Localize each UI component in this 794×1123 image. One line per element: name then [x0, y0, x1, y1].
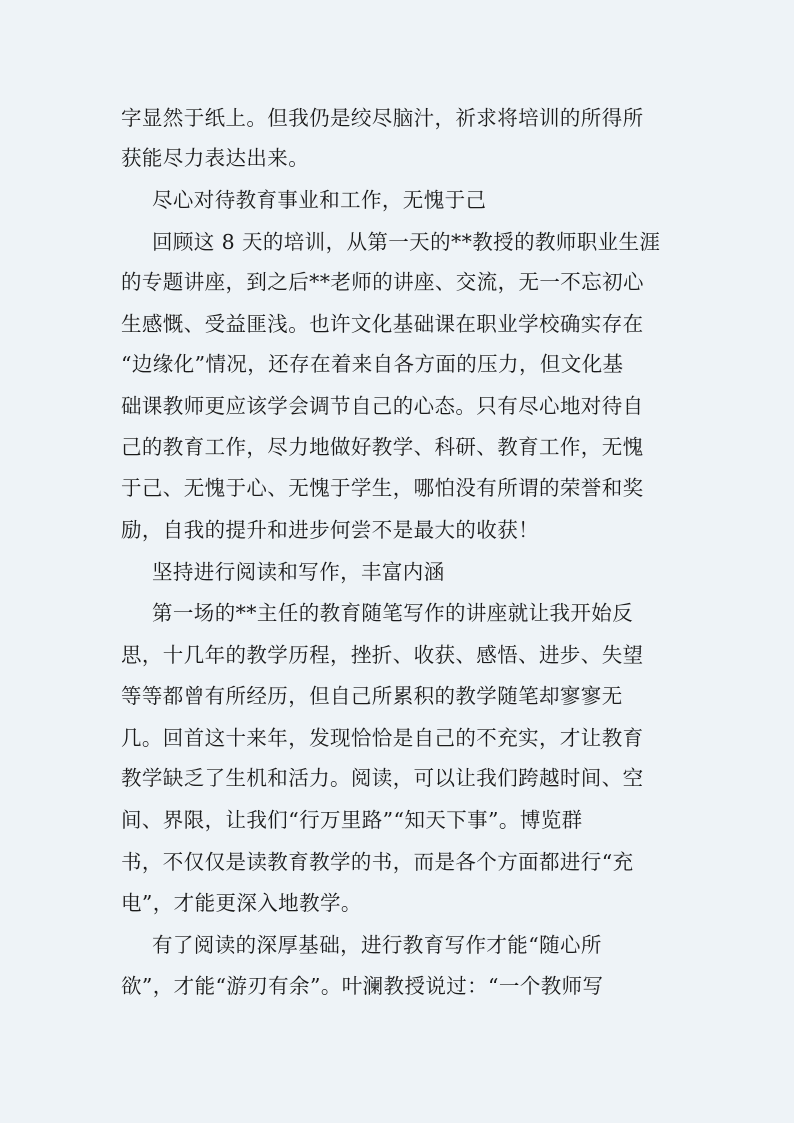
text-line: 几。回首这十来年，发现恰恰是自己的不充实，才让教育 [121, 726, 644, 750]
text-line: 获能尽力表达出来。 [121, 146, 310, 170]
text-line: 础课教师更应该学会调节自己的心态。只有尽心地对待自 [121, 394, 644, 418]
text-line: 回顾这 8 天的培训，从第一天的**教授的教师职业生涯 [152, 230, 661, 254]
text-line: 己的教育工作，尽力地做好教学、科研、教育工作，无愧 [121, 435, 644, 459]
text-line: 书，不仅仅是读教育教学的书，而是各个方面都进行“充 [121, 850, 634, 874]
section-heading: 尽心对待教育事业和工作，无愧于己 [152, 188, 487, 212]
text-line: 欲”，才能“游刃有余”。叶澜教授说过：“一个教师写 [121, 974, 604, 998]
text-line: “边缘化”情况，还存在着来自各方面的压力，但文化基 [121, 352, 624, 376]
text-line: 于己、无愧于心、无愧于学生，哪怕没有所谓的荣誉和奖 [121, 476, 644, 500]
text-line: 的专题讲座，到之后**老师的讲座、交流，无一不忘初心 [121, 270, 644, 294]
text-line: 字显然于纸上。但我仍是绞尽脑汁，祈求将培训的所得所 [121, 106, 644, 130]
section-heading: 坚持进行阅读和写作，丰富内涵 [152, 560, 445, 584]
text-line: 有了阅读的深厚基础，进行教育写作才能“随心所 [152, 933, 602, 957]
text-line: 生感慨、受益匪浅。也许文化基础课在职业学校确实存在 [121, 312, 644, 336]
text-line: 教学缺乏了生机和活力。阅读，可以让我们跨越时间、空 [121, 766, 644, 790]
text-line: 励，自我的提升和进步何尝不是最大的收获！ [121, 518, 539, 542]
text-line: 电”，才能更深入地教学。 [121, 891, 362, 915]
text-line: 等等都曾有所经历，但自己所累积的教学随笔却寥寥无 [121, 684, 623, 708]
text-line: 思，十几年的教学历程，挫折、收获、感悟、进步、失望 [121, 643, 644, 667]
text-line: 间、界限，让我们“行万里路”“知天下事”。博览群 [121, 808, 583, 832]
text-line: 第一场的**主任的教育随笔写作的讲座就让我开始反 [152, 601, 634, 625]
